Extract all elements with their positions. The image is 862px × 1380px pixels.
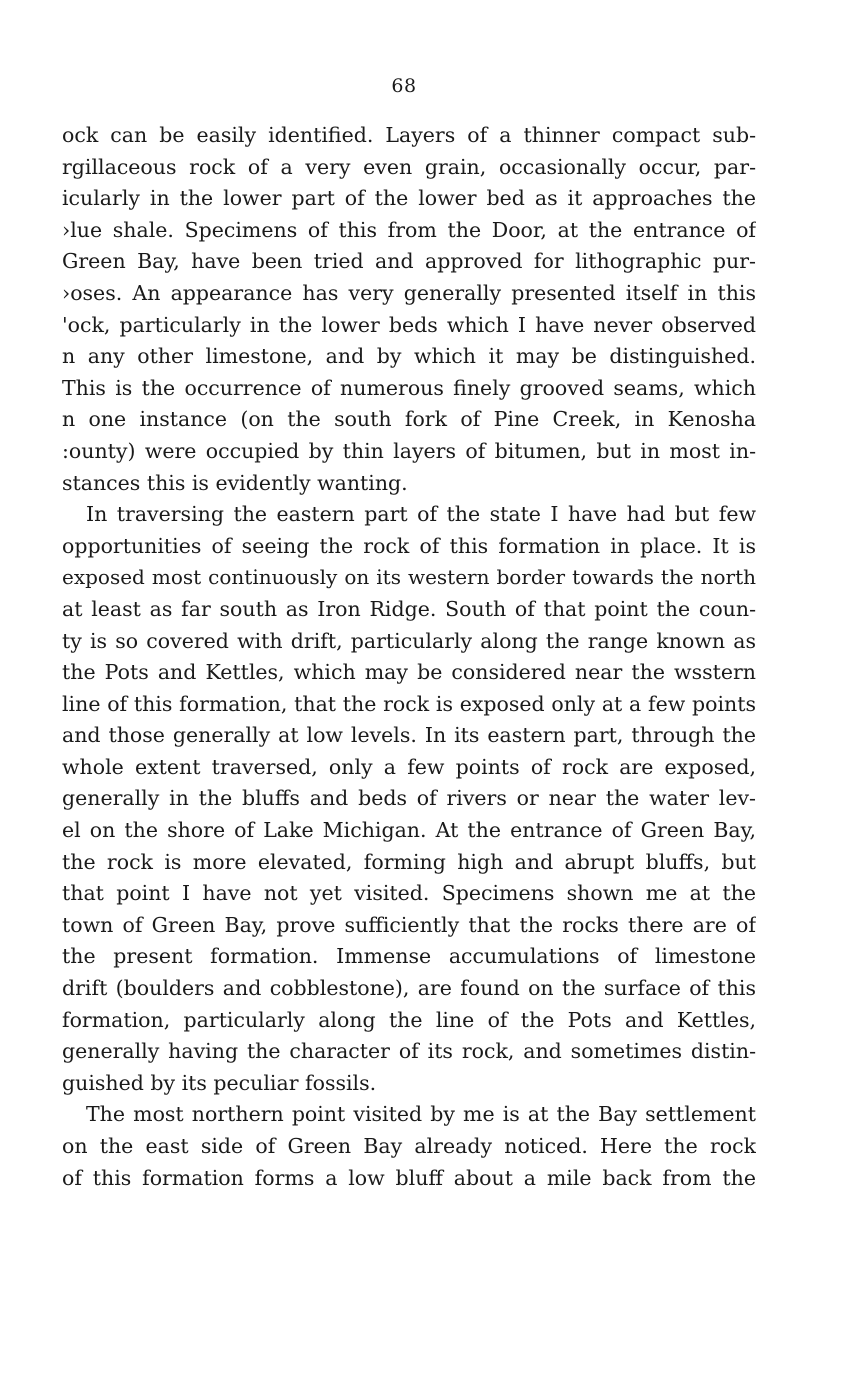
text-line: formation, particularly along the line of the Pots and Kettles, bbox=[62, 1007, 756, 1032]
body-text bbox=[62, 120, 756, 1194]
text-line: n any other limestone, and by which it may be distinguished. bbox=[62, 344, 756, 369]
text-line: on the east side of Green Bay already noticed. Here the rock bbox=[62, 1134, 756, 1158]
text-line: that point I have not yet visited. Specimens shown me at the bbox=[62, 881, 756, 906]
text-line: generally in the bluffs and beds of rivers or near the water lev- bbox=[62, 786, 756, 811]
text-line: of this formation forms a low bluff about a mile back from the bbox=[62, 1165, 756, 1190]
text-line: ›oses. An appearance has very generally presented itself in this bbox=[62, 280, 756, 305]
text-line: the present formation. Immense accumulations of limestone bbox=[62, 944, 756, 969]
text-line: the rock is more elevated, forming high and abrupt bluffs, but bbox=[62, 849, 756, 874]
text-line: ock can be easily identified. Layers of a thinner compact sub- bbox=[62, 123, 756, 147]
text-line: line of this formation, that the rock is exposed only at a few points bbox=[62, 691, 756, 716]
text-line: and those generally at low levels. In its eastern part, through the bbox=[62, 723, 756, 748]
text-line: n one instance (on the south fork of Pine Creek, in Kenosha bbox=[62, 407, 756, 432]
text-line: at least as far south as Iron Ridge. South of that point the coun- bbox=[62, 596, 756, 621]
text-line: guished by its peculiar fossils. bbox=[62, 1070, 377, 1095]
page-number: 68 bbox=[391, 75, 417, 97]
text-line: Green Bay, have been tried and approved for lithographic pur- bbox=[62, 249, 756, 274]
text-line: rgillaceous rock of a very even grain, occasionally occur, par- bbox=[62, 154, 756, 179]
text-line: whole extent traversed, only a few points of rock are exposed, bbox=[62, 754, 756, 779]
text-line: the Pots and Kettles, which may be considered near the wsstern bbox=[62, 660, 756, 685]
text-line: generally having the character of its rock, and sometimes distin- bbox=[62, 1039, 756, 1064]
text-line: town of Green Bay, prove sufficiently that the rocks there are of bbox=[62, 912, 756, 937]
text-line: opportunities of seeing the rock of this formation in place. It is bbox=[62, 533, 756, 558]
text-line: This is the occurrence of numerous finely grooved seams, which bbox=[62, 375, 756, 400]
text-line: ›lue shale. Specimens of this from the Door, at the entrance of bbox=[62, 217, 756, 242]
text-line: drift (boulders and cobblestone), are found on the surface of this bbox=[62, 976, 756, 1001]
text-line: stances this is evidently wanting. bbox=[62, 470, 408, 495]
text-line: ty is so covered with drift, particularly along the range known as bbox=[62, 628, 756, 653]
text-line: el on the shore of Lake Michigan. At the entrance of Green Bay, bbox=[62, 818, 756, 843]
text-line: exposed most continuously on its western border towards the north bbox=[62, 565, 756, 590]
text-line: 'ock, particularly in the lower beds which I have never observed bbox=[62, 312, 756, 337]
text-line: In traversing the eastern part of the state I have had but few bbox=[86, 502, 756, 527]
text-line: :ounty) were occupied by thin layers of bitumen, but in most in- bbox=[62, 438, 756, 463]
text-line: The most northern point visited by me is at the Bay settlement bbox=[86, 1102, 756, 1127]
text-line: icularly in the lower part of the lower bed as it approaches the bbox=[62, 186, 756, 211]
